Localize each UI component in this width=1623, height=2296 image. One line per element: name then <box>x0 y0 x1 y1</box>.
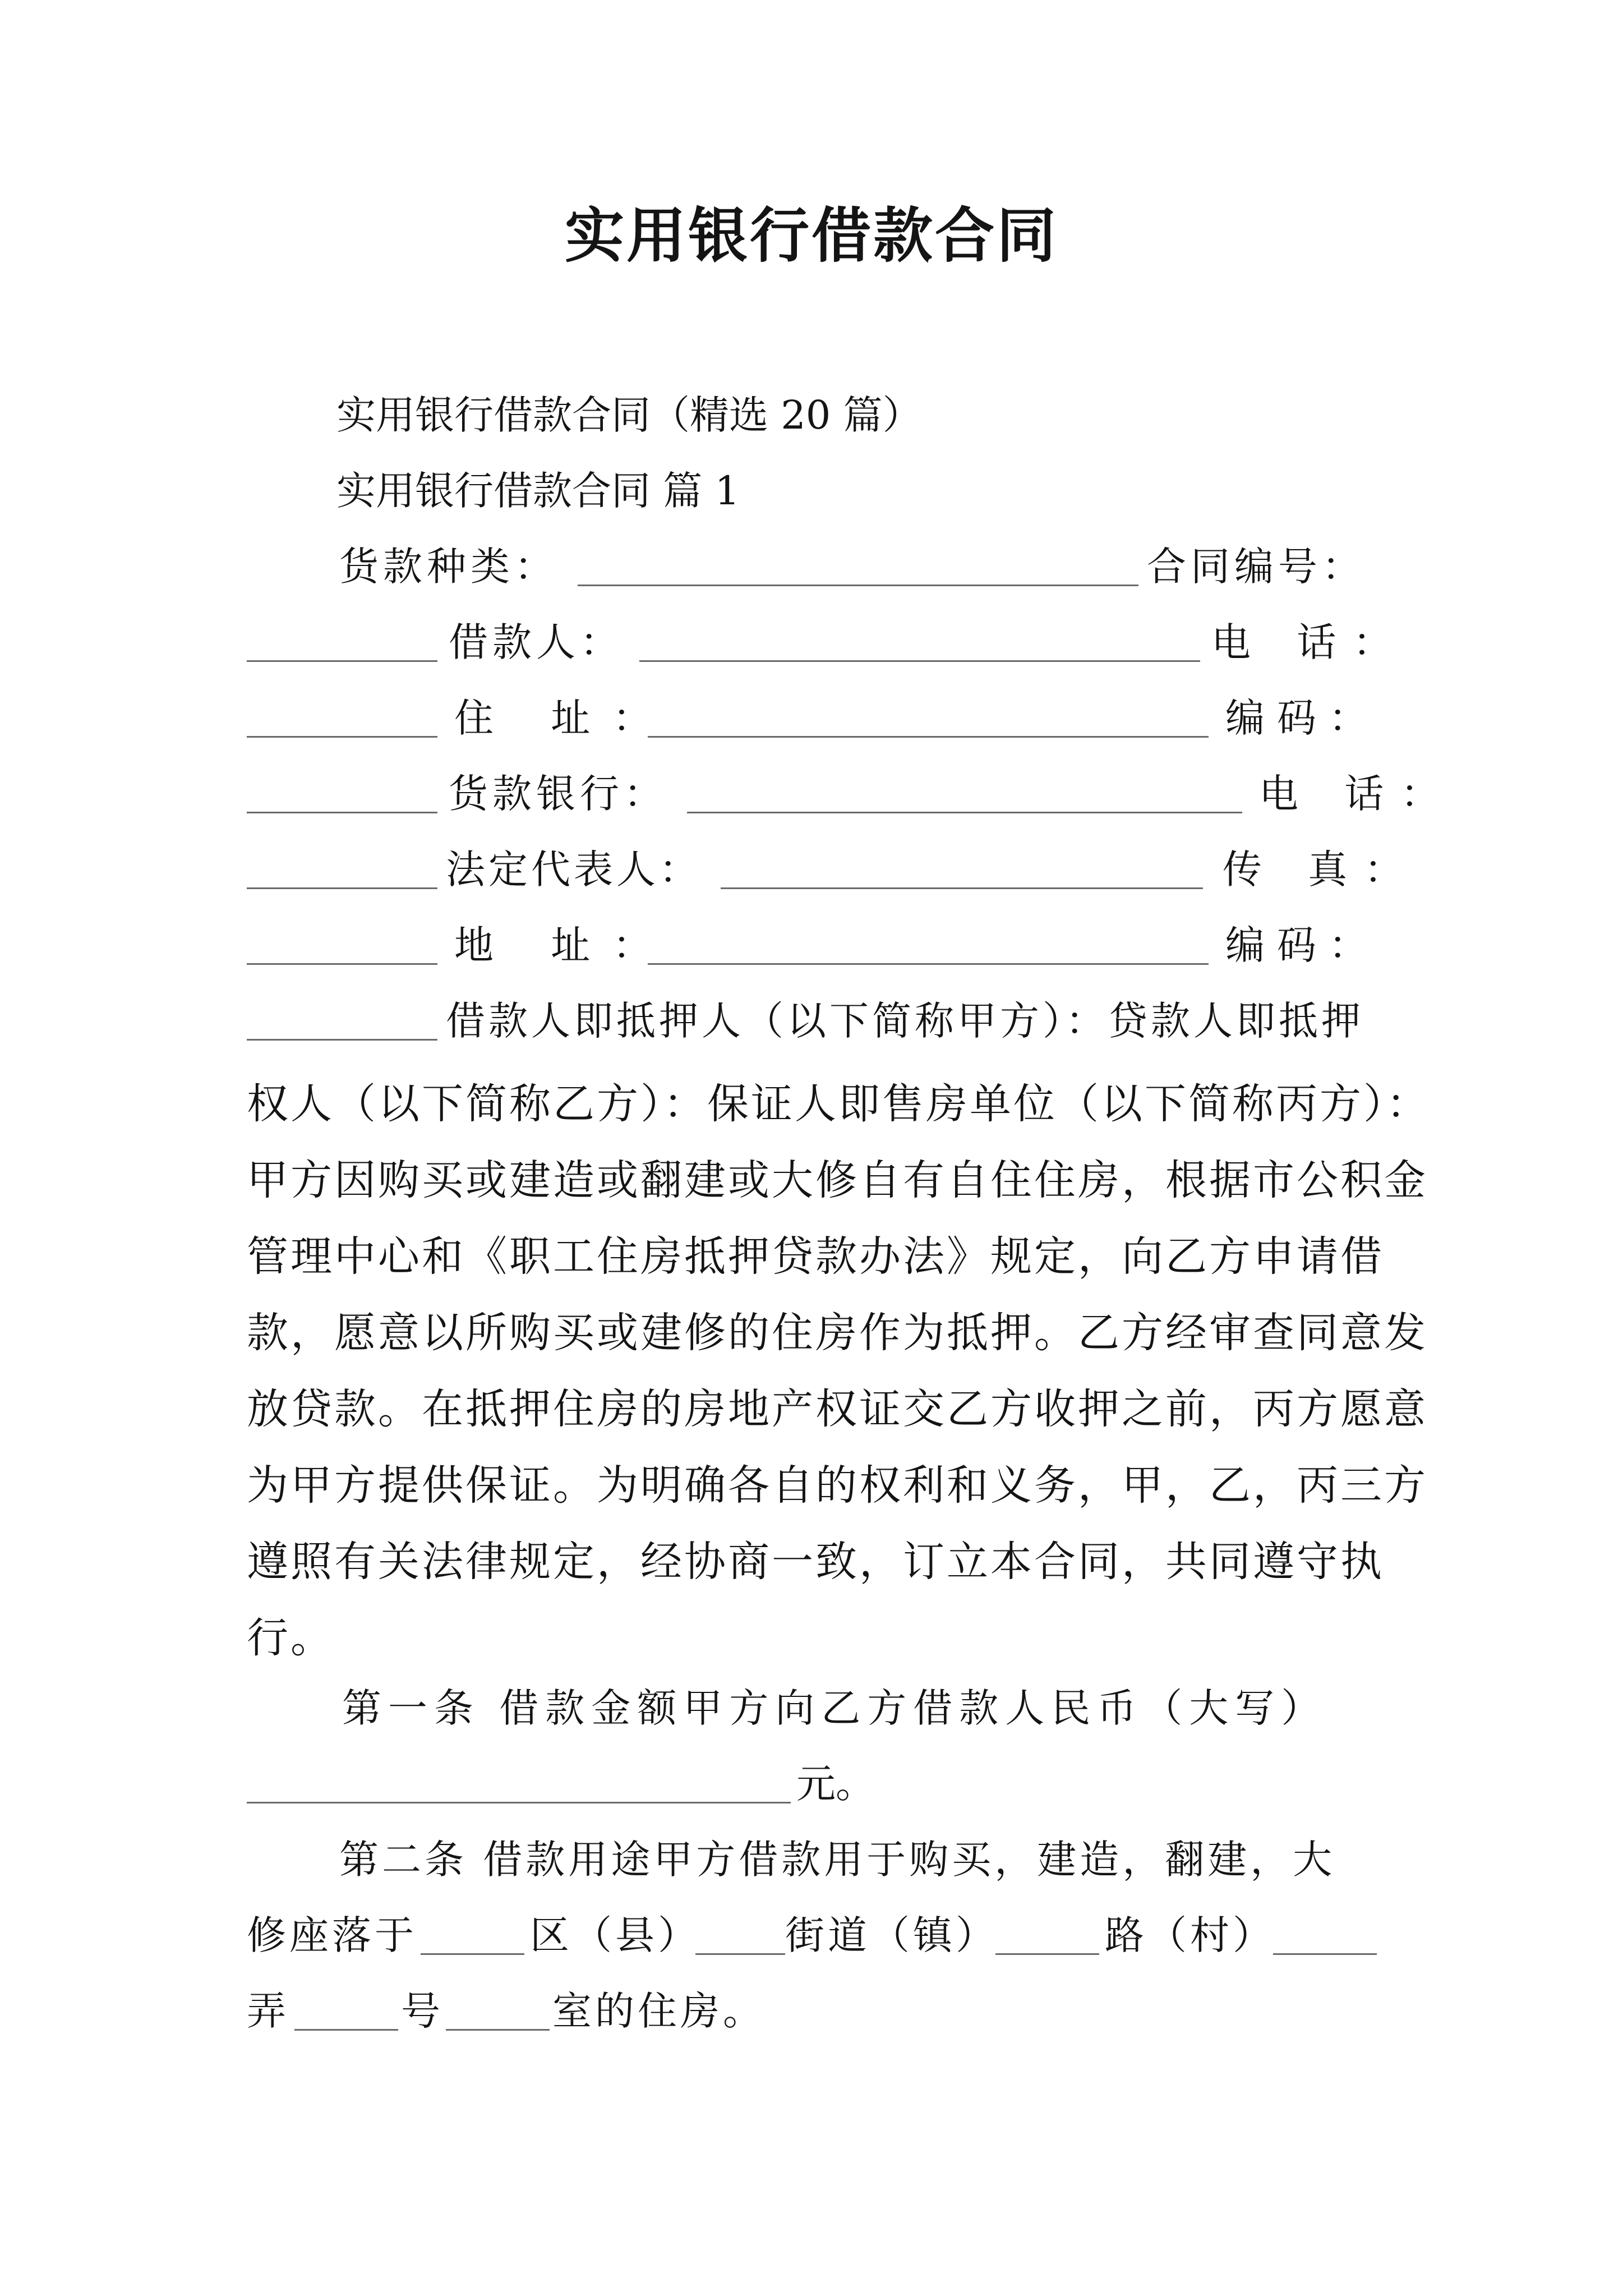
form-row-address2 <box>0 917 1623 973</box>
article1-unit: 元。 <box>796 1761 875 1807</box>
address1-blank[interactable] <box>648 736 1209 738</box>
phone2-blank[interactable] <box>247 887 437 889</box>
loan-type-label: 货款种类： <box>339 544 558 590</box>
form-row-legal-rep <box>0 841 1623 898</box>
street-label: 街道（镇） <box>785 1912 998 1958</box>
road-blank[interactable] <box>995 1953 1099 1955</box>
address1-label: 住 址： <box>454 695 675 741</box>
article1-line <box>0 1680 1623 1736</box>
amount-blank[interactable] <box>247 1802 791 1803</box>
preamble-first-line <box>0 993 1623 1049</box>
number-label: 号 <box>401 1988 444 2034</box>
number-blank[interactable] <box>294 2029 398 2031</box>
article1-amount-line <box>0 1756 1623 1812</box>
code2-label: 编码： <box>1225 922 1380 968</box>
code2-blank[interactable] <box>247 1039 437 1041</box>
section-heading: 实用银行借款合同 篇 1 <box>336 468 740 514</box>
article2-line <box>0 1832 1623 1888</box>
room-blank[interactable] <box>446 2029 550 2031</box>
location-prefix: 修座落于 <box>247 1912 417 1958</box>
lane-label: 弄 <box>247 1988 289 2034</box>
phone1-label: 电 话： <box>1211 619 1409 665</box>
street-blank[interactable] <box>695 1953 785 1955</box>
form-row-loan-type <box>0 539 1623 595</box>
form-row-address1 <box>0 690 1623 746</box>
phone1-blank[interactable] <box>247 736 437 738</box>
room-label: 室的住房。 <box>552 1988 766 2034</box>
contract-no-label: 合同编号： <box>1147 544 1366 590</box>
lane-blank[interactable] <box>1273 1953 1377 1955</box>
district-blank[interactable] <box>421 1953 524 1955</box>
borrower-blank[interactable] <box>639 660 1200 662</box>
code1-label: 编码： <box>1225 695 1380 741</box>
road-label: 路（村） <box>1105 1912 1275 1958</box>
preamble-first: 借款人即抵押人（以下简称甲方）：贷款人即抵押 <box>446 998 1364 1044</box>
article1-text: 第一条 借款金额甲方向乙方借款人民币（大写） <box>342 1685 1327 1731</box>
code1-blank[interactable] <box>247 812 437 813</box>
article2-text: 第二条 借款用途甲方借款用于购买，建造，翻建，大 <box>339 1837 1336 1883</box>
form-row-bank <box>0 766 1623 822</box>
preamble-paragraph: 权人（以下简称乙方）：保证人即售房单位（以下简称丙方）：甲方因购买或建造或翻建或大修自有自住住房，根据市公积金管理中心和《职工住房抵押贷款办法》规定，向乙方申请借款，愿意以所购买或建修的住房作为抵押。乙方经审查同意发放贷款。在抵押住房的房地产权证交乙方收押之前，丙方愿意为甲方提供保证。为明确各自的权利和义务，甲，乙，丙三方遵照有关法律规定，经协商一致，订立本合同，共同遵守执行。 <box>247 1080 1430 1662</box>
district-label: 区（县） <box>530 1912 700 1958</box>
address2-label: 地 址： <box>454 922 675 968</box>
contract-no-blank[interactable] <box>247 660 437 662</box>
loan-type-blank[interactable] <box>578 585 1138 586</box>
document-title: 实用银行借款合同 <box>565 200 1058 270</box>
section-heading-line <box>0 463 1623 519</box>
article2-location-line <box>0 1907 1623 1963</box>
bank-blank[interactable] <box>687 812 1242 813</box>
address2-blank[interactable] <box>648 963 1209 965</box>
legal-rep-blank[interactable] <box>721 887 1203 889</box>
fax-blank[interactable] <box>247 963 437 965</box>
phone2-label: 电 话： <box>1259 771 1457 817</box>
legal-rep-label: 法定代表人： <box>446 846 702 892</box>
bank-label: 货款银行： <box>449 771 667 817</box>
article2-unit-line <box>0 1983 1623 2039</box>
fax-label: 传 真： <box>1223 846 1421 892</box>
form-row-borrower <box>0 614 1623 670</box>
subtitle-line <box>0 387 1623 443</box>
borrower-label: 借款人： <box>449 619 624 665</box>
document-subtitle: 实用银行借款合同（精选 20 篇） <box>336 392 922 438</box>
